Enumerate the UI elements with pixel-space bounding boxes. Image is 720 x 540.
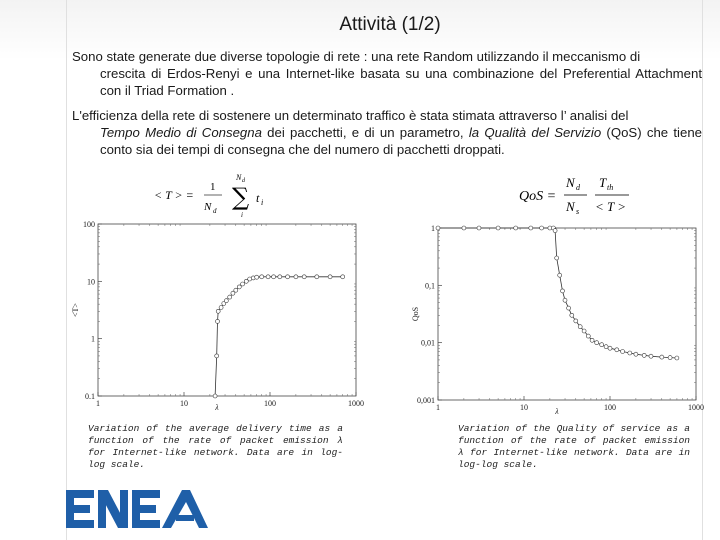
data-point	[272, 275, 276, 279]
y-tick-label: 0,001	[417, 396, 435, 405]
x-tick-label: 1000	[688, 403, 704, 412]
data-point	[578, 325, 582, 329]
formula-delivery-time	[150, 170, 280, 220]
data-point	[570, 313, 574, 317]
slide-title: Attività (1/2)	[339, 14, 441, 35]
x-tick-label: 1	[96, 399, 100, 408]
chart-delivery-time-svg	[70, 218, 370, 418]
formula-sum-top-sub: d	[242, 178, 245, 184]
chart-delivery-time	[70, 218, 370, 423]
data-point	[649, 354, 653, 358]
data-point	[675, 356, 679, 360]
x-axis-label: λ	[215, 403, 219, 412]
y-axis-label: QoS	[411, 306, 420, 322]
frame-line-left	[66, 0, 67, 540]
caption-left: Variation of the average delivery time as a function of the rate of packet emission λ for Internet-like network. Data are in log-log scale.	[88, 423, 343, 470]
paragraph-topologies-rest: crescita di Erdos-Renyi e una Internet-like basata su una combinazione del Preferential Attachment con il Triad Formation .	[100, 66, 702, 98]
chart-qos	[410, 222, 710, 427]
data-point	[600, 343, 604, 347]
data-point	[660, 355, 664, 359]
formula-frac-num: 1	[210, 181, 216, 193]
data-point	[558, 273, 562, 277]
data-point	[278, 275, 282, 279]
data-point	[496, 226, 500, 230]
formula-qos-f2-num-sub: th	[607, 183, 614, 192]
data-point	[567, 306, 571, 310]
formula-qos-f1-num: N	[566, 175, 575, 190]
data-point	[615, 348, 619, 352]
data-point	[477, 226, 481, 230]
data-point	[514, 226, 518, 230]
data-point	[555, 256, 559, 260]
formula-qos-f2-num: T	[599, 175, 607, 190]
data-point	[436, 226, 440, 230]
paragraph-efficiency	[72, 107, 702, 158]
y-axis-label: <T>	[71, 303, 80, 317]
data-point	[529, 226, 533, 230]
x-tick-label: 100	[264, 399, 276, 408]
data-point	[328, 275, 332, 279]
data-point	[216, 309, 220, 313]
data-point	[462, 226, 466, 230]
chart-qos-svg	[410, 222, 710, 422]
data-point	[266, 275, 270, 279]
paragraph-efficiency-line1: L'efficienza della rete di sostenere un determinato traffico è stata stimata attraverso l’ analisi del	[72, 108, 629, 123]
data-point	[668, 356, 672, 360]
data-point	[628, 351, 632, 355]
data-point	[563, 298, 567, 302]
data-point	[553, 229, 557, 233]
plot-frame	[98, 224, 356, 396]
x-axis-label: λ	[555, 407, 559, 416]
x-tick-label: 10	[180, 399, 188, 408]
term-delivery-time: Tempo Medio di Consegna	[100, 125, 262, 140]
data-point	[216, 319, 220, 323]
data-point	[586, 334, 590, 338]
data-point	[621, 350, 625, 354]
data-point	[302, 275, 306, 279]
y-tick-label: 100	[83, 220, 95, 229]
data-point	[228, 295, 232, 299]
data-point	[286, 275, 290, 279]
enea-logo-letters	[66, 490, 208, 528]
formula-qos-f2-den: < T >	[595, 199, 627, 214]
data-point	[341, 275, 345, 279]
data-point	[234, 288, 238, 292]
formula-sum-bottom: i	[241, 211, 243, 219]
data-point	[255, 275, 259, 279]
data-point	[590, 338, 594, 342]
data-point	[237, 285, 241, 289]
formula-term: t	[256, 191, 260, 205]
data-point	[219, 306, 223, 310]
data-point	[315, 275, 319, 279]
formula-qos-lhs: QoS =	[519, 189, 557, 204]
formula-qos	[515, 170, 635, 220]
x-tick-label: 1000	[348, 399, 364, 408]
formula-qos-f1-den: N	[566, 199, 575, 214]
paragraph-topologies-line1: Sono state generate due diverse topologie di rete : una rete Random utilizzando il meccanismo di	[72, 49, 641, 64]
data-point	[241, 282, 245, 286]
y-tick-label: 0.1	[85, 392, 95, 401]
x-tick-label: 10	[520, 403, 528, 412]
x-tick-label: 1	[436, 403, 440, 412]
data-point	[540, 226, 544, 230]
data-point	[213, 394, 217, 398]
data-point	[582, 329, 586, 333]
formula-frac-den-sub: d	[213, 207, 217, 215]
formula-qos-f1-num-sub: d	[576, 183, 580, 192]
term-qos: la Qualità del Servizio	[468, 125, 602, 140]
formula-sum-top: N	[236, 173, 242, 182]
enea-logo	[66, 488, 211, 530]
data-point	[561, 289, 565, 293]
text-segment: dei pacchetti, e di un parametro,	[261, 125, 469, 140]
caption-right: Variation of the Quality of service as a function of the rate of packet emission λ for Internet-like network. Data are in log-log scale.	[458, 423, 690, 470]
formula-qos-f1-den-sub: s	[576, 207, 580, 216]
data-point	[608, 346, 612, 350]
paragraph-topologies	[72, 48, 702, 99]
text-segment: (QoS) che tiene conto sia dei tempi di consegna che del numero di pacchetti droppati.	[100, 125, 702, 157]
data-point	[294, 275, 298, 279]
data-point	[604, 345, 608, 349]
data-point	[224, 299, 228, 303]
data-point	[642, 353, 646, 357]
sum-symbol: ∑	[232, 183, 250, 211]
data-point	[260, 275, 264, 279]
paragraph-efficiency-rest	[72, 124, 702, 158]
y-tick-label: 0,1	[425, 281, 435, 291]
data-point	[574, 319, 578, 323]
plot-frame	[438, 228, 696, 400]
y-tick-label: 10	[87, 277, 95, 287]
formula-frac-den: N	[204, 201, 212, 213]
x-tick-label: 100	[604, 403, 616, 412]
series-line	[438, 228, 677, 358]
data-point	[215, 354, 219, 358]
formula-lhs: < T > =	[154, 188, 194, 202]
y-tick-label: 1	[431, 224, 435, 233]
y-tick-label: 0,01	[421, 338, 435, 348]
data-point	[595, 341, 599, 345]
y-tick-label: 1	[91, 334, 95, 344]
data-point	[634, 352, 638, 356]
formula-term-sub: i	[261, 198, 264, 207]
